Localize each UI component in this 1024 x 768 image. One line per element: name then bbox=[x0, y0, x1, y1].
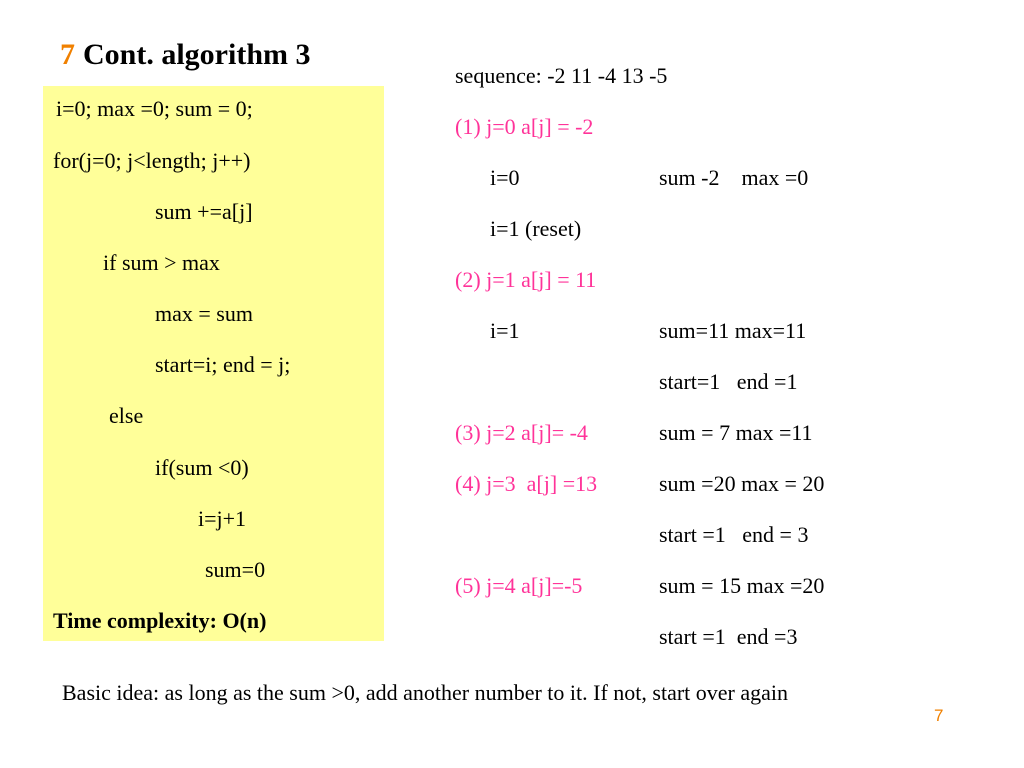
trace-step-5-range: start =1 end =3 bbox=[659, 624, 798, 649]
code-line-init: i=0; max =0; sum = 0; bbox=[56, 96, 253, 121]
code-line-reset-sum: sum=0 bbox=[205, 557, 266, 582]
trace-step-2-state: sum=11 max=11 bbox=[659, 318, 807, 343]
trace-step-4: (4) j=3 a[j] =13 bbox=[455, 471, 598, 496]
trace-step-1-i: i=0 bbox=[490, 165, 520, 190]
slide-title-number: 7 bbox=[60, 38, 75, 71]
code-line-for: for(j=0; j<length; j++) bbox=[53, 148, 251, 173]
slide-title bbox=[60, 38, 311, 72]
code-line-max: max = sum bbox=[155, 301, 253, 326]
trace-step-4-state: sum =20 max = 20 bbox=[659, 471, 825, 496]
basic-idea-text: Basic idea: as long as the sum >0, add another number to it. If not, start over again bbox=[62, 680, 788, 705]
code-line-if: if sum > max bbox=[103, 250, 220, 275]
trace-step-2: (2) j=1 a[j] = 11 bbox=[455, 267, 597, 292]
trace-step-1-reset: i=1 (reset) bbox=[490, 216, 582, 241]
trace-step-3-state: sum = 7 max =11 bbox=[659, 420, 813, 445]
code-line-reset-i: i=j+1 bbox=[198, 506, 247, 531]
trace-step-5-state: sum = 15 max =20 bbox=[659, 573, 825, 598]
time-complexity: Time complexity: O(n) bbox=[53, 608, 267, 633]
code-line-if-neg: if(sum <0) bbox=[155, 455, 249, 480]
trace-step-1: (1) j=0 a[j] = -2 bbox=[455, 114, 594, 139]
trace-sequence: sequence: -2 11 -4 13 -5 bbox=[455, 63, 668, 88]
slide-title-text: Cont. algorithm 3 bbox=[83, 38, 311, 71]
code-line-sum: sum +=a[j] bbox=[155, 199, 253, 224]
trace-step-2-range: start=1 end =1 bbox=[659, 369, 798, 394]
code-line-else: else bbox=[109, 403, 144, 428]
trace-step-5: (5) j=4 a[j]=-5 bbox=[455, 573, 583, 598]
trace-step-2-i: i=1 bbox=[490, 318, 520, 343]
trace-step-3: (3) j=2 a[j]= -4 bbox=[455, 420, 588, 445]
trace-step-1-state: sum -2 max =0 bbox=[659, 165, 809, 190]
code-line-start: start=i; end = j; bbox=[155, 352, 291, 377]
trace-step-4-range: start =1 end = 3 bbox=[659, 522, 809, 547]
page-number: 7 bbox=[934, 706, 944, 725]
